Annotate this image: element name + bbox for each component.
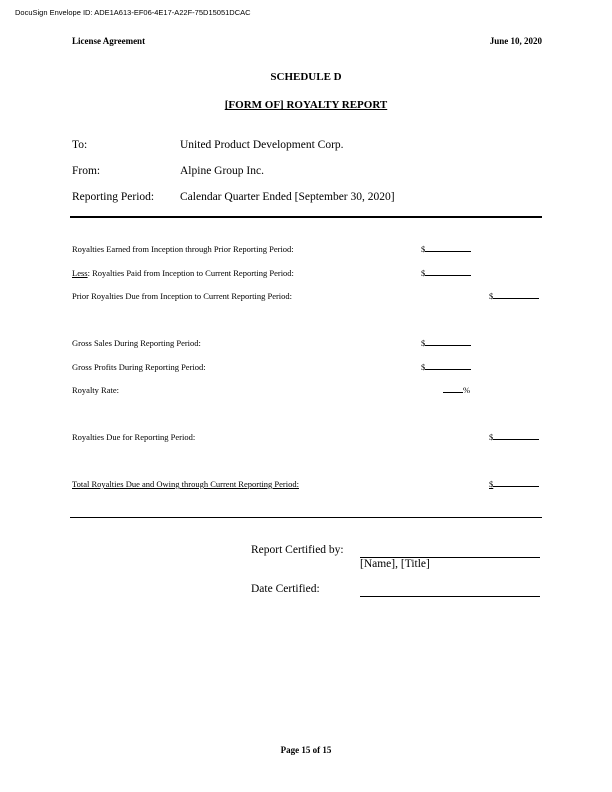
date-certified-label: Date Certified: (251, 583, 320, 595)
to-value: United Product Development Corp. (180, 139, 344, 151)
royalties-earned-label: Royalties Earned from Inception through Prior Reporting Period: (72, 244, 294, 254)
royalties-paid-label: Less: Royalties Paid from Inception to Current Reporting Period: (72, 268, 294, 278)
report-title: [FORM OF] ROYALTY REPORT (224, 99, 388, 111)
section-divider-bottom (70, 517, 542, 518)
gross-sales-label: Gross Sales During Reporting Period: (72, 338, 201, 348)
name-title-placeholder: [Name], [Title] (360, 558, 430, 570)
page-number: Page 15 of 15 (280, 745, 332, 755)
schedule-heading: SCHEDULE D (270, 71, 342, 83)
gross-sales-amount: $ (421, 338, 471, 348)
prior-royalties-due-label: Prior Royalties Due from Inception to Current Reporting Period: (72, 291, 293, 301)
gross-profits-amount: $ (421, 362, 471, 372)
date-certified-line[interactable] (360, 596, 540, 597)
to-label: To: (72, 139, 88, 151)
royalties-earned-amount: $ (421, 244, 471, 254)
from-label: From: (72, 165, 101, 177)
from-value: Alpine Group Inc. (180, 165, 264, 177)
royalty-rate-amount: % (443, 385, 470, 395)
header-date: June 10, 2020 (489, 36, 542, 46)
royalties-due-amount: $ (489, 432, 539, 442)
prior-royalties-due-amount: $ (489, 291, 539, 301)
total-royalties-due-amount: $ (489, 479, 539, 489)
royalties-due-label: Royalties Due for Reporting Period: (72, 432, 196, 442)
royalties-paid-amount: $ (421, 268, 471, 278)
section-divider-top (70, 216, 542, 218)
royalty-rate-label: Royalty Rate: (72, 385, 119, 395)
gross-profits-label: Gross Profits During Reporting Period: (72, 362, 206, 372)
reporting-period-value: Calendar Quarter Ended [September 30, 2020] (180, 191, 395, 203)
header-document-title: License Agreement (72, 36, 146, 46)
report-certified-by-label: Report Certified by: (251, 544, 344, 556)
total-royalties-due-label: Total Royalties Due and Owing through Current Reporting Period: (72, 479, 299, 489)
envelope-id: DocuSign Envelope ID: ADE1A613-EF06-4E17-A22F-75D15051DCAC (15, 8, 251, 17)
reporting-period-label: Reporting Period: (72, 191, 155, 203)
